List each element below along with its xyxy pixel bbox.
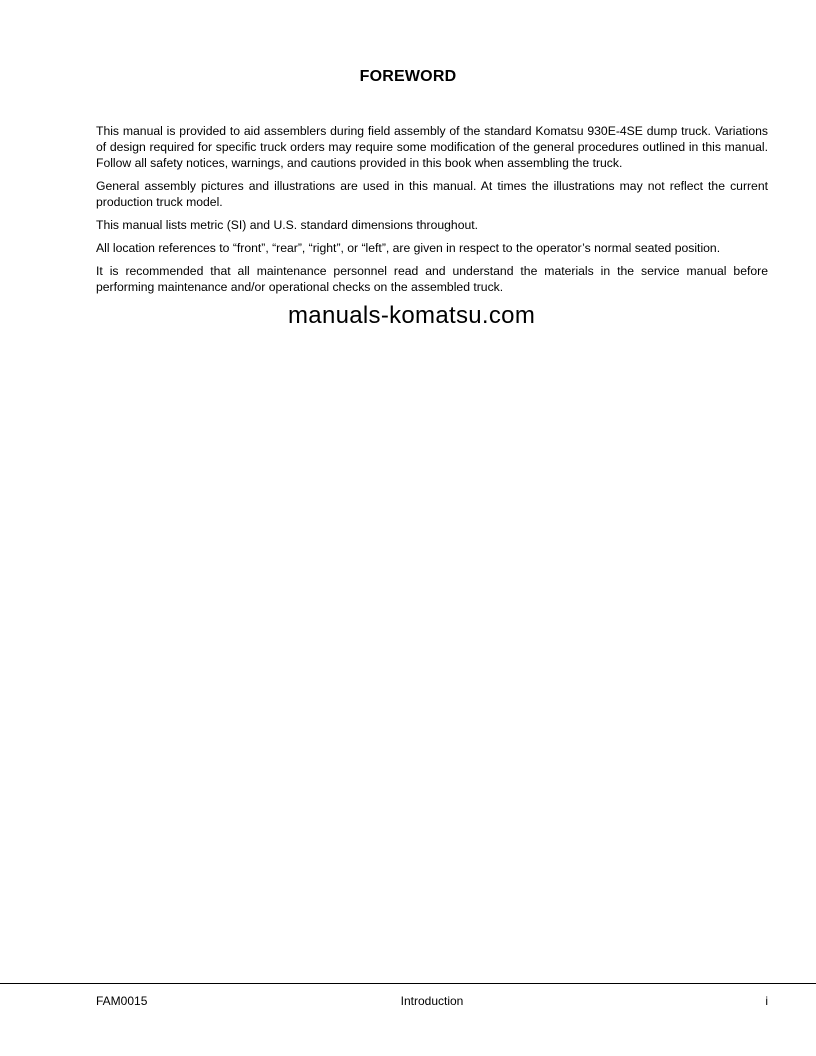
footer-page-number: i <box>765 994 768 1008</box>
paragraph-dimensions: This manual lists metric (SI) and U.S. standard dimensions throughout. <box>96 218 479 232</box>
body-text <box>96 123 768 302</box>
paragraph-recommendation: It is recommended that all maintenance personnel read and understand the materials in the service manual before performing maintenance and/or operational checks on the assembled truck. <box>96 264 768 294</box>
page-title: FOREWORD <box>359 68 457 85</box>
page-footer <box>96 993 768 1009</box>
paragraph-illustrations: General assembly pictures and illustrations are used in this manual. At times the illustrations may not reflect the current production truck model. <box>96 179 768 209</box>
footer-section: Introduction <box>400 994 464 1008</box>
watermark: manuals-komatsu.com <box>288 302 536 329</box>
paragraph-location-references: All location references to “front”, “rear”, “right”, or “left”, are given in respect to the operator’s normal seated position. <box>96 241 721 255</box>
footer-divider <box>0 983 816 984</box>
footer-doc-code: FAM0015 <box>96 994 148 1008</box>
paragraph-intro: This manual is provided to aid assemblers during field assembly of the standard Komatsu 930E-4SE dump truck. Variations of design required for specific truck orders may require some modification of the general procedures outlined in this manual. Follow all safety notices, warnings, and cautions provided in this book when assembling the truck. <box>96 124 768 170</box>
